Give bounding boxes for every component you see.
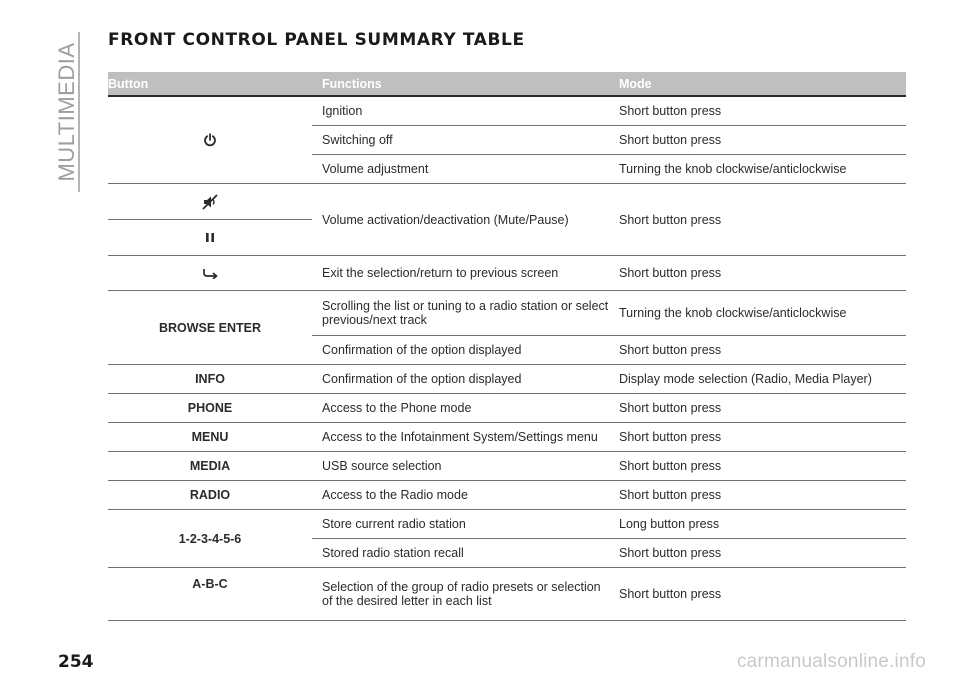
summary-table (108, 72, 906, 621)
function-cell: Volume activation/deactivation (Mute/Pause) (312, 184, 611, 256)
mode-cell: Short button press (611, 394, 906, 423)
table-row (108, 291, 906, 336)
mode-cell: Short button press (611, 568, 906, 621)
mode-cell: Turning the knob clockwise/anticlockwise (611, 155, 906, 184)
mode-cell: Short button press (611, 126, 906, 155)
button-cell-info: INFO (108, 365, 312, 394)
power-icon (203, 133, 217, 148)
mode-cell: Short button press (611, 256, 906, 291)
function-cell: USB source selection (312, 452, 611, 481)
table-row (108, 510, 906, 539)
header-functions: Functions (312, 72, 611, 96)
table-row (108, 423, 906, 452)
table-row (108, 96, 906, 126)
watermark: carmanualsonline.info (736, 651, 926, 672)
mode-cell: Long button press (611, 510, 906, 539)
pause-icon (205, 232, 215, 243)
button-cell-power (108, 96, 312, 184)
function-cell: Confirmation of the option displayed (312, 365, 611, 394)
mode-cell: Short button press (611, 96, 906, 126)
back-arrow-icon (201, 267, 219, 279)
function-cell: Store current radio station (312, 510, 611, 539)
function-cell: Access to the Phone mode (312, 394, 611, 423)
section-tab (54, 32, 82, 192)
function-cell: Volume adjustment (312, 155, 611, 184)
function-cell: Selection of the group of radio presets or selection of the desired letter in each list (312, 568, 611, 621)
table-row (108, 394, 906, 423)
button-cell-phone: PHONE (108, 394, 312, 423)
table-row (108, 568, 906, 621)
table-row (108, 365, 906, 394)
button-cell-pause (108, 220, 312, 256)
mode-cell: Short button press (611, 452, 906, 481)
mode-cell: Short button press (611, 335, 906, 364)
table-row (108, 184, 906, 220)
button-cell-media: MEDIA (108, 452, 312, 481)
mute-icon (202, 194, 218, 210)
mode-cell: Short button press (611, 481, 906, 510)
button-cell-presets: 1-2-3-4-5-6 (108, 510, 312, 568)
button-cell-back (108, 256, 312, 291)
mode-cell: Short button press (611, 423, 906, 452)
button-cell-abc: A-B-C (108, 568, 312, 621)
mode-cell: Short button press (611, 539, 906, 568)
function-cell: Exit the selection/return to previous screen (312, 256, 611, 291)
table-row (108, 452, 906, 481)
function-cell: Ignition (312, 96, 611, 126)
function-cell: Stored radio station recall (312, 539, 611, 568)
button-cell-mute (108, 184, 312, 220)
table-header-row (108, 72, 906, 96)
header-button: Button (108, 72, 312, 96)
table-row (108, 256, 906, 291)
page-title: FRONT CONTROL PANEL SUMMARY TABLE (108, 30, 525, 50)
header-mode: Mode (611, 72, 906, 96)
mode-cell: Display mode selection (Radio, Media Player) (611, 365, 906, 394)
mode-cell: Short button press (611, 184, 906, 256)
page-number: 254 (58, 652, 94, 672)
function-cell: Scrolling the list or tuning to a radio station or select previous/next track (312, 291, 611, 336)
mode-cell: Turning the knob clockwise/anticlockwise (611, 291, 906, 336)
section-label: MULTIMEDIA (54, 42, 79, 182)
button-cell-browse-enter: BROWSE ENTER (108, 291, 312, 365)
function-cell: Switching off (312, 126, 611, 155)
function-cell: Access to the Radio mode (312, 481, 611, 510)
function-cell: Access to the Infotainment System/Settings menu (312, 423, 611, 452)
button-cell-menu: MENU (108, 423, 312, 452)
function-cell: Confirmation of the option displayed (312, 335, 611, 364)
button-cell-radio: RADIO (108, 481, 312, 510)
table-row (108, 481, 906, 510)
